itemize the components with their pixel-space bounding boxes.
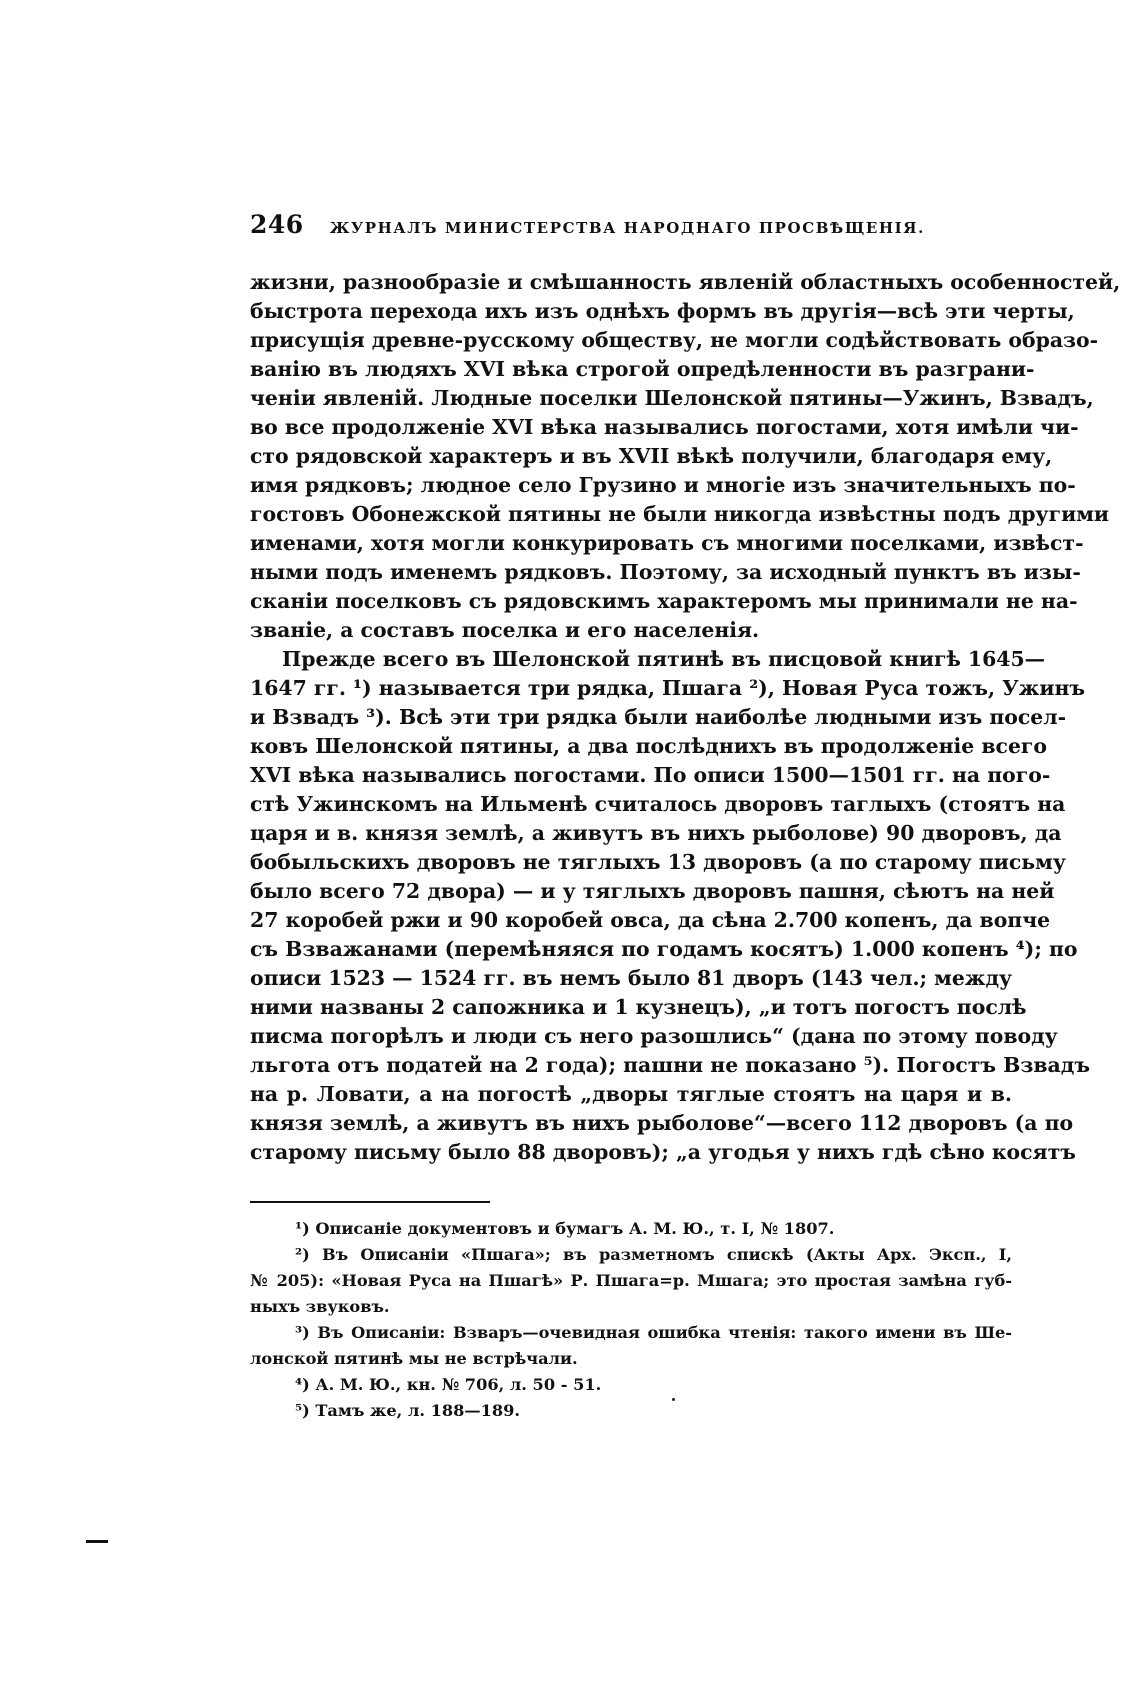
- main-text: [250, 268, 1121, 1167]
- text-line: сканіи поселковъ съ рядовскимъ характеромъ мы принимали не на-: [250, 589, 1078, 613]
- text-line: на р. Ловати, а на погостѣ „дворы тяглые стоятъ на царя и в.: [250, 1082, 1012, 1106]
- footnote-2-continued: № 205): «Новая Руса на Пшагѣ» Р. Пшага=р. Мшага; это простая замѣна губ-: [250, 1271, 1012, 1290]
- text-line: сто рядовской характеръ и въ XVII вѣкѣ получили, благодаря ему,: [250, 444, 1053, 468]
- text-line: гостовъ Обонежской пятины не были никогда извѣстны подъ другими: [250, 502, 1110, 526]
- text-line: имя рядковъ; людное село Грузино и многіе изъ значительныхъ по-: [250, 473, 1076, 497]
- text-line: 1647 гг. ¹) называется три рядка, Пшага ²), Новая Руса тожъ, Ужинъ: [250, 676, 1086, 700]
- text-line: ченіи явленій. Людные поселки Шелонской пятины—Ужинъ, Взвадъ,: [250, 386, 1094, 410]
- running-title: ЖУРНАЛЪ МИНИСТЕРСТВА НАРОДНАГО ПРОСВѢЩЕНІЯ.: [329, 219, 925, 237]
- text-line: старому письму было 88 дворовъ); „а угодья у нихъ гдѣ сѣно косятъ: [250, 1140, 1076, 1164]
- text-line: стѣ Ужинскомъ на Ильменѣ считалось дворовъ таглыхъ (стоятъ на: [250, 792, 1066, 816]
- page-header: [250, 210, 1010, 244]
- paragraph-start-line: Прежде всего въ Шелонской пятинѣ въ писцовой книгѣ 1645—: [282, 647, 1046, 671]
- text-line: ковъ Шелонской пятины, а два послѣднихъ въ продолженіе всего: [250, 734, 1048, 758]
- text-line: во все продолженіе XVI вѣка назывались погостами, хотя имѣли чи-: [250, 415, 1079, 439]
- text-line: царя и в. князя землѣ, а живутъ въ нихъ рыболове) 90 дворовъ, да: [250, 821, 1062, 845]
- text-line: жизни, разнообразіе и смѣшанность явленій областныхъ особенностей,: [250, 270, 1121, 294]
- scan-speck: [672, 1398, 675, 1401]
- text-line: описи 1523 — 1524 гг. въ немъ было 81 дворъ (143 чел.; между: [250, 966, 1013, 990]
- page-number: 246: [250, 210, 304, 239]
- text-line: съ Взважанами (перемѣняяся по годамъ косятъ) 1.000 копенъ ⁴); по: [250, 937, 1078, 961]
- text-line: присущія древне-русскому обществу, не могли содѣйствовать образо-: [250, 328, 1099, 352]
- text-line: князя землѣ, а живутъ въ нихъ рыболове“—всего 112 дворовъ (а по: [250, 1111, 1074, 1135]
- text-line: льгота отъ податей на 2 года); пашни не показано ⁵). Погостъ Взвадъ: [250, 1053, 1090, 1077]
- text-line: ными подъ именемъ рядковъ. Поэтому, за исходный пунктъ въ изы-: [250, 560, 1081, 584]
- text-line: писма погорѣлъ и люди съ него разошлись“ (дана по этому поводу: [250, 1024, 1058, 1048]
- footnote-divider: [250, 1201, 490, 1203]
- text-line: XVI вѣка назывались погостами. По описи 1500—1501 гг. на пого-: [250, 763, 1051, 787]
- footnote-1: ¹) Описаніе документовъ и бумагъ А. М. Ю., т. I, № 1807.: [295, 1219, 835, 1238]
- footnotes: [250, 1216, 1012, 1424]
- footnote-4: ⁴) А. М. Ю., кн. № 706, л. 50 - 51.: [295, 1375, 602, 1394]
- footnote-5: ⁵) Тамъ же, л. 188—189.: [295, 1401, 521, 1420]
- text-line: 27 коробей ржи и 90 коробей овса, да сѣна 2.700 копенъ, да вопче: [250, 908, 1051, 932]
- text-line: бобыльскихъ дворовъ не тяглыхъ 13 дворовъ (а по старому письму: [250, 850, 1066, 874]
- margin-mark: [86, 1540, 108, 1543]
- footnote-2: ²) Въ Описаніи «Пшага»; въ разметномъ спискѣ (Акты Арх. Эксп., I,: [295, 1245, 1012, 1264]
- footnote-2-continued: ныхъ звуковъ.: [250, 1297, 390, 1316]
- text-line: именами, хотя могли конкурировать съ многими поселками, извѣст-: [250, 531, 1084, 555]
- text-line: ними названы 2 сапожника и 1 кузнецъ), „и тотъ погостъ послѣ: [250, 995, 1027, 1019]
- paragraph-end-line: званіе, а составъ поселка и его населенія.: [250, 618, 760, 642]
- footnote-3-continued: лонской пятинѣ мы не встрѣчали.: [250, 1349, 578, 1368]
- text-line: было всего 72 двора) — и у тяглыхъ дворовъ пашня, сѣютъ на ней: [250, 879, 1055, 903]
- text-line: ванію въ людяхъ XVI вѣка строгой опредѣленности въ разграни-: [250, 357, 1035, 381]
- footnote-3: ³) Въ Описаніи: Взваръ—очевидная ошибка чтенія: такого имени въ Ше-: [295, 1323, 1012, 1342]
- text-line: и Взвадъ ³). Всѣ эти три рядка были наиболѣе людными изъ посел-: [250, 705, 1067, 729]
- text-line: быстрота перехода ихъ изъ однѣхъ формъ въ другія—всѣ эти черты,: [250, 299, 1075, 323]
